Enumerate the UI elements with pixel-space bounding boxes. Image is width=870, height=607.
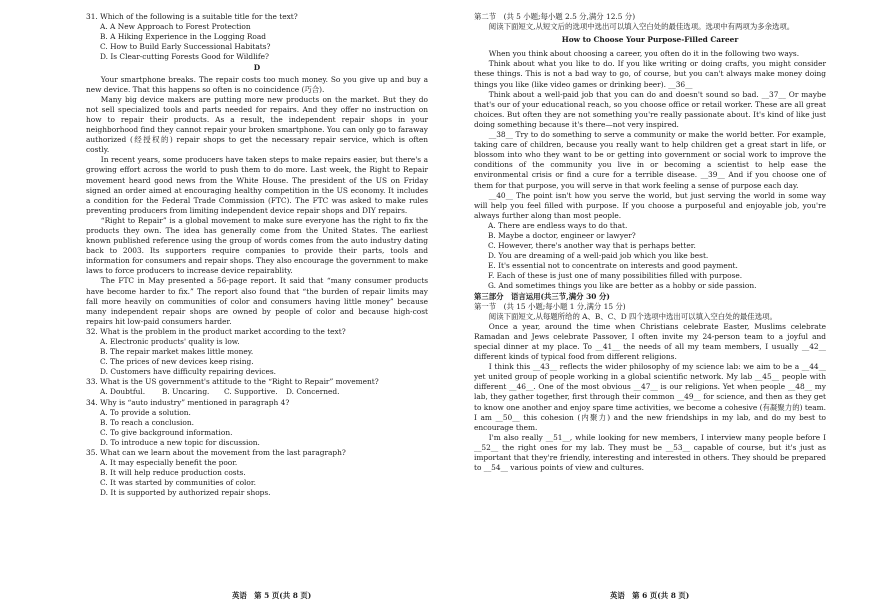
option: C. However, there's another way that is perhaps better. [488, 241, 696, 251]
option: D. To introduce a new topic for discussion. [100, 437, 260, 447]
question-stem: 33. What is the US government's attitude to the “Right to Repair” movement? [86, 377, 379, 387]
option: G. And sometimes things you like are better as a hobby or side passion. [488, 281, 757, 291]
right-column [474, 12, 826, 473]
passage-letter: D [253, 63, 261, 73]
option-row [86, 387, 428, 397]
option: B. The repair market makes little money. [100, 347, 254, 357]
question-33 [86, 377, 428, 397]
paragraph: I'm also really __51__, while looking for new members, I interview many people before I __52__ the right ones for my lab. They must be __53__ capable of course, but it's just as important that they're friendly, interesting and interested in others. They should be prepared to __54__ various points of view and cultures. [474, 432, 826, 473]
option: B. Maybe a doctor, engineer or lawyer? [488, 230, 636, 240]
article-title: How to Choose Your Purpose-Filled Career [561, 35, 739, 45]
section-2-header: 第二节 (共 5 小题;每小题 2.5 分,满分 12.5 分) [474, 12, 636, 21]
option: A. There are endless ways to do that. [488, 220, 628, 230]
seven-choose-five-passage [474, 49, 826, 221]
option: A. It may especially benefit the poor. [100, 458, 238, 468]
section-1-header: 第一节 (共 15 小题;每小题 1 分,满分 15 分) [474, 301, 626, 311]
section-1-instruction: 阅读下面短文,从每题所给的 A、B、C、D 四个选项中选出可以填入空白处的最佳选项。 [488, 311, 777, 321]
paragraph: When you think about choosing a career, you often do it in the following two ways. [488, 49, 800, 59]
option: E. It's essential not to concentrate on interests and good payment. [488, 261, 738, 271]
option: D. Customers have difficulty repairing devices. [100, 367, 277, 377]
section-2-instruction: 阅读下面短文,从短文后的选项中选出可以填入空白处的最佳选项。选项中有两项为多余选项。 [488, 22, 795, 32]
paragraph: __40__ The point isn't how you serve the world, but just serving the world in some way will help you feel filled with purpose. If you choose a purposeful and enjoyable job, you're always further along than most people. [474, 190, 826, 220]
question-32 [86, 327, 428, 377]
option: A. To provide a solution. [100, 407, 191, 417]
question-34 [86, 398, 428, 448]
cloze-passage [474, 322, 826, 473]
answer-options [474, 221, 826, 292]
paragraph: “Right to Repair” is a global movement to make sure everyone has the right to fix the products they own. The idea has generally come from the United States. The earliest known published reference using the group of words comes from the auto industry dating back to 2003. Its supporters require companies to provide their parts, tools and information for consumers and repair shops. They also encourage the government to make laws to force producers to increase device repairablity. [86, 215, 428, 276]
option: A. Doubtful. [100, 387, 146, 397]
paragraph: I think this __43__ reflects the wider philosophy of my science lab: we aim to be a __44__ yet united group of people working in a global scientific network. My lab __45__ people with different __46__. One of the most obvious __47__ is our religions. Yet when people __48__ my lab, they gather together, first through their common __49__ for science, and then as they get to know one another and enjoy spare time activities, we become a cohesive (有凝聚力的) team. I am __50__ this cohesion (内聚力) and the new friendships in my lab, and do my best to encourage them. [474, 362, 826, 432]
option: B. A Hiking Experience in the Logging Road [100, 32, 266, 42]
paragraph: Your smartphone breaks. The repair costs too much money. So you give up and buy a new device. That this happens so often is no coincidence (巧合). [86, 74, 428, 94]
option: C. It was started by communities of color. [100, 478, 256, 488]
question-stem: 32. What is the problem in the product market according to the text? [86, 326, 346, 336]
option: D. Concerned. [286, 387, 340, 397]
option: C. Supportive. [224, 387, 278, 397]
paragraph: Think about what you like to do. If you like writing or doing crafts, you might consider these things. This is not a bad way to go, of course, but you can't always make money doing things you like (like video games or drinking beer). __36__ [474, 59, 826, 89]
question-stem: 35. What can we learn about the movement from the last paragraph? [86, 448, 346, 458]
paragraph: In recent years, some producers have taken steps to make repairs easier, but there's a growing effort across the world to push them to do more. Last week, the Right to Repair movement heard good news from the White House. The president of the US on Friday signed an order aimed at encouraging healthy competition in the US economy. It includes a condition for the Federal Trade Commission (FTC). The FTC was asked to make rules preventing producers from limiting independent device repair shops and DIY repairs. [86, 155, 428, 215]
option: D. You are dreaming of a well-paid job which you like best. [488, 251, 709, 261]
paragraph: Once a year, around the time when Christians celebrate Easter, Muslims celebrate Ramadan and Jews celebrate Passover, I often invite my 24-person team to a joyful and special dinner at my place. To __41__ the needs of all my team members, I usually __42__ different kinds of typical food from different religions. [474, 321, 826, 362]
option: B. Uncaring. [162, 387, 210, 397]
option: D. It is supported by authorized repair shops. [100, 488, 271, 498]
option: C. The prices of new devices keep rising. [100, 357, 254, 367]
paragraph: __38__ Try to do something to serve a community or make the world better. For example, taking care of children, because you really want to help children get a great start in life, or blossom into who they want to be or getting into government or social work to improve the conditions of the community you live in or becoming a scientist to help ease the environmental crisis or find a cure for a terrible disease. __39__ And if you choose one of them for that purpose, you will serve in that work feeling a sense of purpose each day. [474, 130, 826, 190]
option: D. Is Clear-cutting Forests Good for Wildlife? [100, 52, 269, 62]
left-column [86, 12, 428, 499]
page-footer-right: 英语 第 6 页(共 8 页) [610, 591, 690, 600]
passage-d [86, 75, 428, 327]
paragraph: Think about a well-paid job that you can do and doesn't sound so bad. __37__ Or maybe that's our of your educational reach, so you choose office or retail worker. These are all great choices. But often they are not something you're really passionate about. It's kind of like just doing something because it's there—not very inspired. [474, 89, 826, 129]
paragraph: Many big device makers are putting more new products on the market. But they do not sell specialized tools and parts needed for repairs. And they offer no instruction on how to repair their products. As a result, the independent repair shops in your neighborhood find they cannot repair your broken smartphone. You can only go to faraway authorized (经授权的) repair shops to get the necessary repair service, which is often costly. [86, 94, 428, 155]
option: A. Electronic products' quality is low. [100, 337, 240, 346]
option: C. To give background information. [100, 427, 233, 437]
question-35 [86, 448, 428, 498]
question-stem: 31. Which of the following is a suitable title for the text? [86, 12, 298, 21]
part-3-header: 第三部分 语言运用(共三节,满分 30 分) [474, 291, 610, 301]
option: B. To reach a conclusion. [100, 417, 194, 427]
option: A. A New Approach to Forest Protection [100, 22, 251, 32]
option: F. Each of these is just one of many possibilities filled with purpose. [488, 271, 743, 281]
page-footer-left: 英语 第 5 页(共 8 页) [232, 591, 312, 600]
option: B. It will help reduce production costs. [100, 468, 246, 478]
paragraph: The FTC in May presented a 56-page report. It said that “many consumer products have become harder to fix.” The report also found that “the burden of repair limits may fall more heavily on communities of color and consumers having little money” because many independent repair shops are owned by people of color and because high-cost repairs hit low-paid consumers harder. [86, 276, 428, 326]
option: C. How to Build Early Successional Habitats? [100, 42, 271, 52]
question-stem: 34. Why is “auto industry” mentioned in paragraph 4? [86, 397, 290, 407]
question-31 [86, 12, 428, 62]
